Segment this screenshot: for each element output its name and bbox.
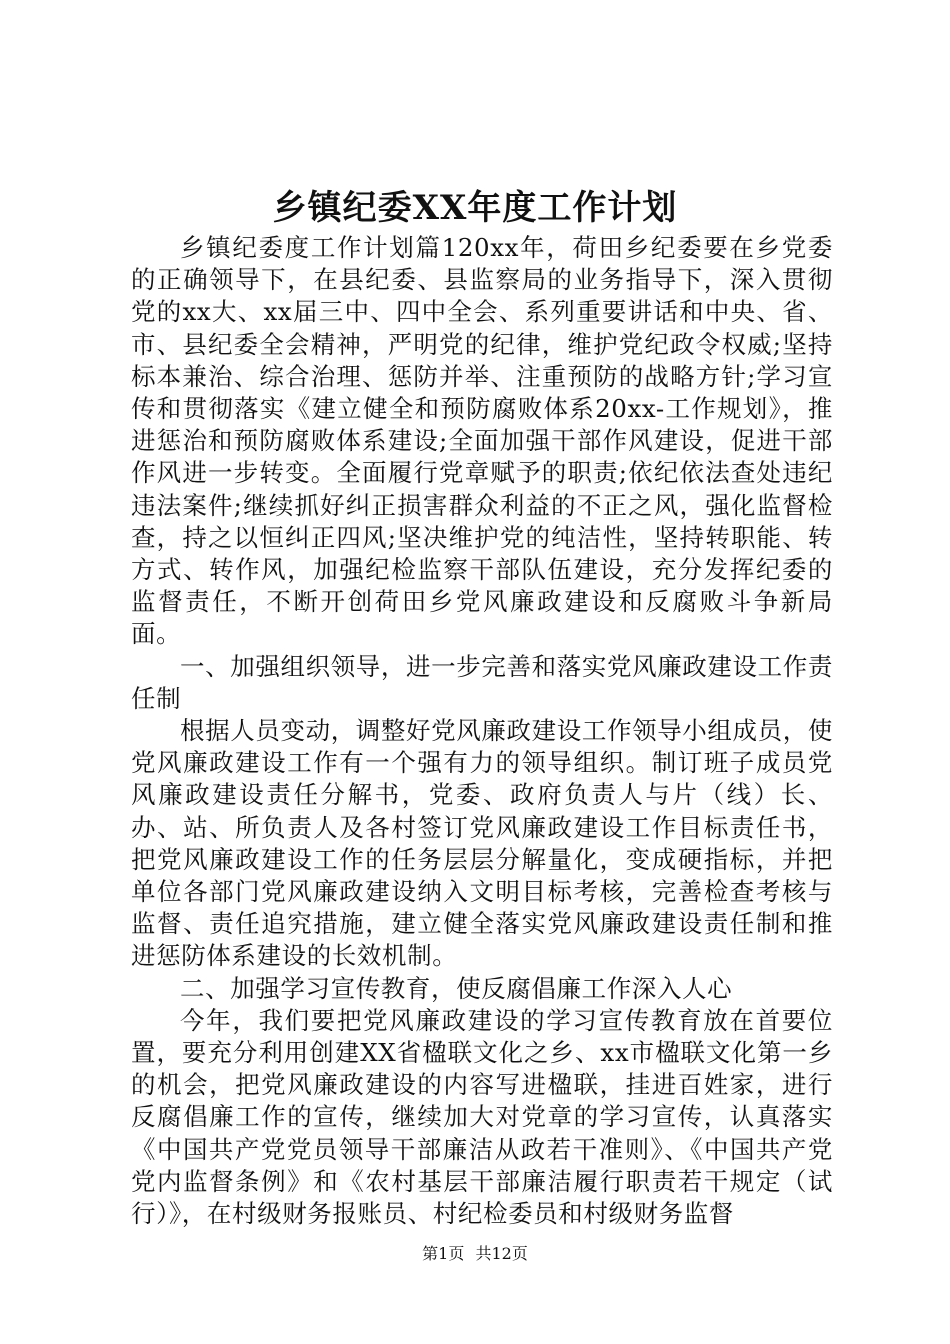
section-heading-1: 一、加强组织领导，进一步完善和落实党风廉政建设工作责任制 — [131, 651, 833, 713]
page-total: 共12页 — [475, 1244, 528, 1263]
section-heading-2: 二、加强学习宣传教育，使反腐倡廉工作深入人心 — [180, 973, 733, 1003]
page-number: 第1页 — [422, 1244, 465, 1263]
paragraph-section-2: 今年，我们要把党风廉政建设的学习宣传教育放在首要位置，要充分利用创建XX省楹联文化之乡、xx市楹联文化第一乡的机会，把党风廉政建设的内容写进楹联，挂进百姓家，进行反腐倡廉工作的宣传，继续加大对党章的学习宣传，认真落实《中国共产党党员领导干部廉洁从政若干准则》、《中国共产党党内监督条例》和《农村基层干部廉洁履行职责若干规定（试行）》，在村级财务报账员、村纪检委员和村级财务监督 — [131, 1005, 833, 1229]
document-body — [131, 232, 833, 1230]
page-footer — [0, 1243, 950, 1265]
document-title: 乡镇纪委XX年度工作计划 — [272, 188, 678, 228]
paragraph-section-1: 根据人员变动，调整好党风廉政建设工作领导小组成员，使党风廉政建设工作有一个强有力的领导组织。制订班子成员党风廉政建设责任分解书，党委、政府负责人与片（线）长、办、站、所负责人及各村签订党风廉政建设工作目标责任书，把党风廉政建设工作的任务层层分解量化，变成硬指标，并把单位各部门党风廉政建设纳入文明目标考核，完善检查考核与监督、责任追究措施，建立健全落实党风廉政建设责任制和推进惩防体系建设的长效机制。 — [131, 716, 833, 971]
paragraph-intro: 乡镇纪委度工作计划篇120xx年，荷田乡纪委要在乡党委的正确领导下，在县纪委、县监察局的业务指导下，深入贯彻党的xx大、xx届三中、四中全会、系列重要讲话和中央、省、市、县纪委全会精神，严明党的纪律，维护党纪政令权威;坚持标本兼治、综合治理、惩防并举、注重预防的战略方针;学习宣传和贯彻落实《建立健全和预防腐败体系20xx-工作规划》，推进惩治和预防腐败体系建设;全面加强干部作风建设，促进干部作风进一步转变。全面履行党章赋予的职责;依纪依法查处违纪违法案件;继续抓好纠正损害群众利益的不正之风，强化监督检查，持之以恒纠正四风;坚决维护党的纯洁性，坚持转职能、转方式、转作风，加强纪检监察干部队伍建设，充分发挥纪委的监督责任，不断开创荷田乡党风廉政建设和反腐败斗争新局面。 — [131, 233, 833, 649]
